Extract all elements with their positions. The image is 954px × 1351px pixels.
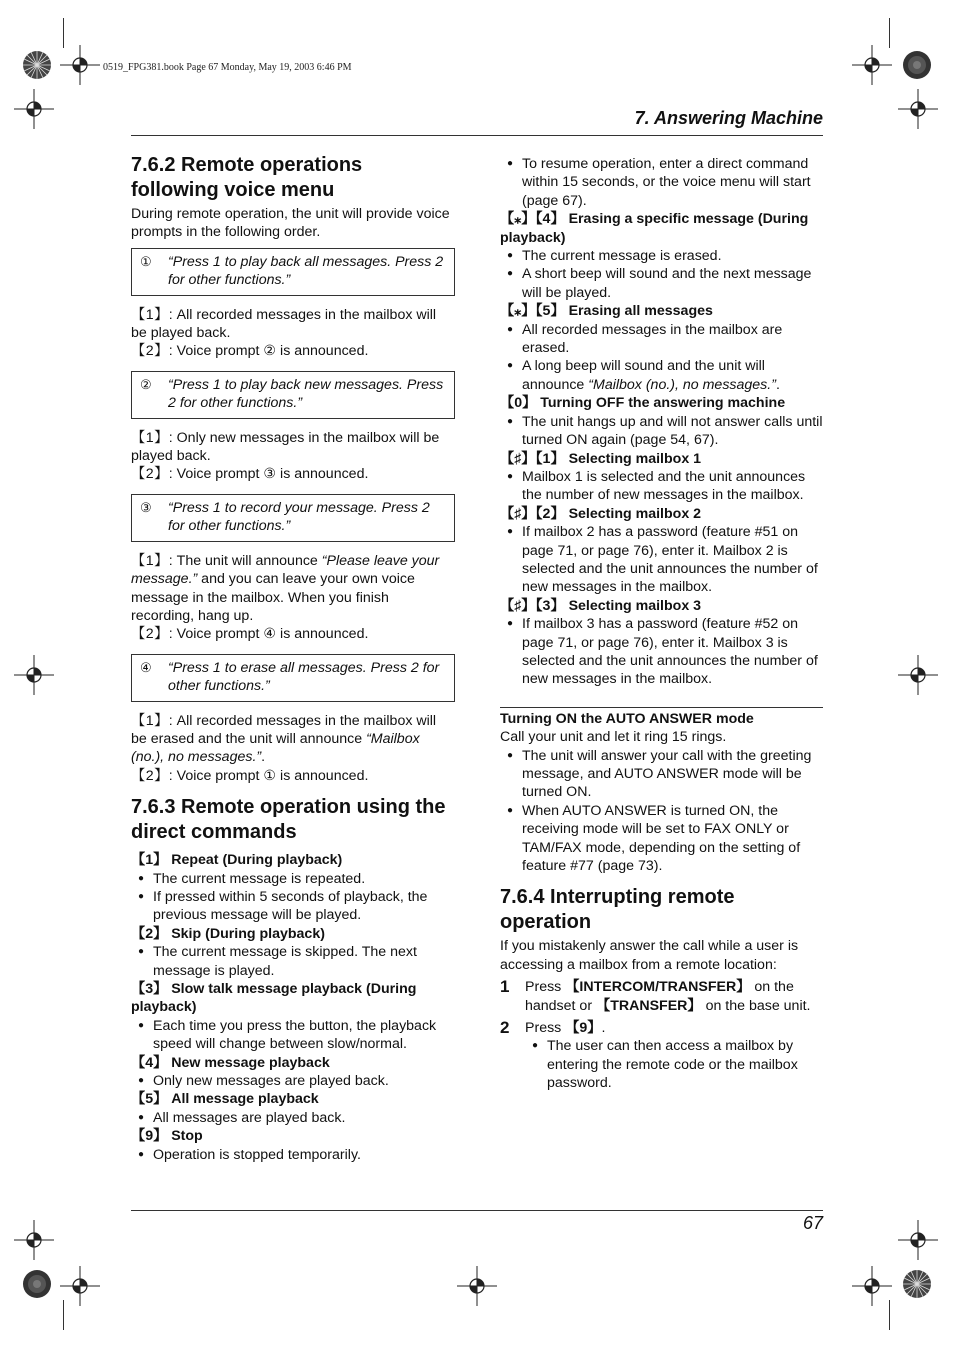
key-label: 【1】: [131, 552, 169, 569]
section-heading-764: 7.6.4 Interrupting remote operation: [500, 886, 735, 934]
bullet-icon: [131, 1146, 153, 1164]
quoted-announcement: “Mailbox (no.), no messages.”: [588, 376, 776, 393]
section-rule: [500, 707, 823, 708]
bullet-item: [500, 747, 823, 802]
key-label: 【INTERCOM/TRANSFER】: [565, 979, 751, 996]
quoted-announcement: “Please leave your message.”: [131, 552, 440, 588]
bullet-icon: [131, 870, 153, 888]
paragraph: During remote operation, the unit will provide voice prompts in the following order.: [131, 206, 450, 241]
key-text: : Only new messages in the mailbox will be played back.: [131, 429, 440, 465]
voice-prompt-box-3: [131, 494, 455, 542]
key-text: : Voice prompt ③ is announced.: [168, 466, 369, 483]
bullet-icon: [131, 943, 153, 980]
prompt-text: “Press 1 to erase all messages. Press 2 for other functions.”: [168, 659, 440, 695]
bullet-icon: [500, 802, 522, 876]
crosshair-registration-icon: [852, 1266, 892, 1306]
step-1: [500, 978, 823, 1015]
bullet-text: The user can then access a mailbox by entering the remote code or the mailbox password.: [547, 1038, 798, 1092]
bullet-item: [500, 523, 823, 597]
trim-line: [889, 18, 890, 48]
key-description: [131, 342, 455, 360]
bullet-text: When AUTO ANSWER is turned ON, the receiving mode will be set to FAX ONLY or TAM/FAX mode, depending on the setting of feature #77 (page 73).: [522, 802, 801, 875]
command-title: 【♯】【3】 Selecting mailbox 3: [500, 597, 702, 614]
key-description: [131, 465, 455, 483]
footer-rule: [131, 1210, 823, 1211]
bullet-icon: [500, 321, 522, 358]
right-column: [500, 155, 823, 1093]
key-label: 【TRANSFER】: [596, 997, 702, 1014]
prompt-number: ③: [140, 499, 152, 515]
section-heading-762: 7.6.2 Remote operations following voice menu: [131, 154, 363, 201]
bullet-icon: [500, 615, 522, 689]
bullet-text: The unit will answer your call with the greeting message, and AUTO ANSWER mode will be turned ON.: [522, 747, 812, 801]
key-label: 【1】: [131, 429, 169, 446]
bullet-icon: [500, 247, 522, 265]
command-title: 【9】 Stop: [131, 1128, 203, 1145]
key-label: 【2】: [131, 767, 169, 784]
step-text-part: Press: [525, 1020, 566, 1037]
bullet-text: Each time you press the button, the playback speed will change between slow/normal.: [153, 1017, 437, 1053]
command-title: 【♯】【1】 Selecting mailbox 1: [500, 450, 702, 467]
bullet-text: If mailbox 2 has a password (feature #51 on page 71, or page 76), enter it. Mailbox 2 is selected and the unit announces the number of new messages in the mailbox.: [522, 524, 818, 596]
key-label: 【2】: [131, 626, 169, 643]
prompt-number: ④: [140, 659, 152, 675]
trim-line: [63, 1300, 64, 1330]
bullet-icon: [131, 1017, 153, 1054]
chapter-header: 7. Answering Machine: [634, 108, 823, 128]
subsection-title: Turning ON the AUTO ANSWER mode: [500, 710, 754, 727]
step-number: 2: [500, 1018, 510, 1038]
registration-rosette-icon: [22, 50, 52, 80]
prompt-number: ②: [140, 376, 152, 392]
prompt-text: “Press 1 to play back all messages. Press 2 for other functions.”: [168, 253, 444, 289]
bullet-icon: [525, 1037, 547, 1092]
bullet-item: [500, 265, 823, 302]
bullet-text: To resume operation, enter a direct command within 15 seconds, or the voice menu will start (page 67).: [522, 156, 811, 209]
crosshair-registration-icon: [898, 89, 938, 129]
bullet-icon: [500, 468, 522, 505]
key-text: : Voice prompt ① is announced.: [168, 767, 369, 784]
command-title: 【0】 Turning OFF the answering machine: [500, 395, 786, 412]
bullet-item: [131, 1146, 455, 1164]
command-title: 【2】 Skip (During playback): [131, 925, 325, 942]
bullet-text: The unit hangs up and will not answer calls until turned ON again (page 54, 67).: [522, 413, 823, 449]
key-description: [131, 306, 455, 343]
command-title: 【⁎】【5】 Erasing all messages: [500, 303, 713, 320]
bullet-item: [500, 413, 823, 450]
bullet-text: The current message is erased.: [522, 248, 722, 265]
bullet-icon: [500, 523, 522, 597]
key-text: .: [261, 749, 266, 766]
command-title: 【3】 Slow talk message playback (During playback): [131, 981, 417, 1016]
bullet-icon: [500, 747, 522, 802]
key-description: [131, 625, 455, 643]
key-description: [131, 712, 455, 767]
command-title: 【♯】【2】 Selecting mailbox 2: [500, 505, 702, 522]
bullet-item: [500, 802, 823, 876]
prompt-number: ①: [140, 253, 152, 269]
bullet-item: [131, 870, 455, 888]
bullet-icon: [500, 413, 522, 450]
command-title: 【5】 All message playback: [131, 1091, 319, 1108]
crosshair-registration-icon: [14, 655, 54, 695]
step-text-part: .: [601, 1020, 606, 1037]
trim-line: [889, 1300, 890, 1330]
voice-prompt-box-4: [131, 654, 455, 702]
bullet-item: [500, 357, 823, 394]
bullet-item: [131, 943, 455, 980]
crosshair-registration-icon: [898, 1220, 938, 1260]
step-2: [500, 1019, 823, 1037]
bullet-item: [131, 1109, 455, 1127]
key-description: [131, 429, 455, 466]
bullet-item: [500, 1037, 823, 1092]
bullet-item: [500, 155, 823, 210]
crosshair-registration-icon: [898, 655, 938, 695]
bullet-icon: [131, 1072, 153, 1090]
prompt-text: “Press 1 to record your message. Press 2 for other functions.”: [168, 499, 430, 535]
bullet-text: Operation is stopped temporarily.: [153, 1146, 361, 1163]
bullet-text: If mailbox 3 has a password (feature #52 on page 71, or page 76), enter it. Mailbox 3 is selected and the unit announces the number of new messages in the mailbox.: [522, 616, 818, 688]
crosshair-registration-icon: [14, 1220, 54, 1260]
key-label: 【1】: [131, 712, 169, 729]
bullet-icon: [500, 357, 522, 394]
step-text-part: on the base unit.: [701, 997, 811, 1014]
section-heading-763: 7.6.3 Remote operation using the direct commands: [131, 796, 446, 844]
page-number: 67: [802, 1213, 823, 1233]
bullet-item: [500, 247, 823, 265]
key-label: 【2】: [131, 466, 169, 483]
crosshair-registration-icon: [852, 45, 892, 85]
paragraph: If you mistakenly answer the call while a user is accessing a mailbox from a remote location:: [500, 938, 799, 973]
key-label: 【2】: [131, 343, 169, 360]
command-title: 【1】 Repeat (During playback): [131, 852, 343, 869]
step-text-part: Press: [525, 979, 566, 996]
bullet-icon: [500, 265, 522, 302]
crosshair-registration-icon: [60, 45, 100, 85]
bullet-item: [131, 1072, 455, 1090]
bullet-item: [500, 615, 823, 689]
header-rule: [131, 135, 823, 136]
key-text: : Voice prompt ② is announced.: [168, 343, 369, 360]
bullet-text: The current message is repeated.: [153, 870, 366, 887]
bullet-text: A short beep will sound and the next message will be played.: [522, 266, 812, 301]
registration-rosette-icon: [902, 1269, 932, 1299]
prompt-text: “Press 1 to play back new messages. Press 2 for other functions.”: [168, 376, 444, 412]
step-text-part: on the handset or: [525, 979, 794, 1014]
bullet-text: Only new messages are played back.: [153, 1073, 389, 1090]
crosshair-registration-icon: [14, 89, 54, 129]
left-column: [131, 153, 455, 1164]
step-text: [525, 978, 823, 1015]
bullet-item: [131, 1017, 455, 1054]
key-label: 【1】: [131, 306, 169, 323]
paragraph: Call your unit and let it ring 15 rings.: [500, 729, 727, 746]
key-label: 【9】: [565, 1020, 602, 1037]
key-description: [131, 552, 455, 626]
key-description: [131, 767, 455, 785]
voice-prompt-box-1: [131, 248, 455, 296]
print-slug: 0519_FPG381.book Page 67 Monday, May 19, 2003 6:46 PM: [103, 62, 352, 73]
key-text: : All recorded messages in the mailbox will be played back.: [131, 306, 437, 342]
quoted-announcement: “Mailbox (no.), no messages.”: [131, 730, 420, 766]
command-title: 【4】 New message playback: [131, 1054, 330, 1071]
crosshair-registration-icon: [60, 1266, 100, 1306]
key-text: and you can leave your own voice message in the mailbox. When you finish recording, hang up.: [131, 571, 415, 624]
bullet-text-part: A long beep will sound and the unit will announce: [522, 358, 765, 393]
registration-rosette-icon: [22, 1269, 52, 1299]
key-text: : All recorded messages in the mailbox will be erased and the unit will announce: [131, 712, 437, 747]
trim-line: [63, 18, 64, 48]
bullet-text-part: .: [775, 376, 780, 393]
bullet-text: Mailbox 1 is selected and the unit announces the number of new messages in the mailbox.: [522, 468, 806, 504]
step-text: [525, 1019, 605, 1037]
bullet-item: [500, 321, 823, 358]
bullet-icon: [131, 888, 153, 925]
bullet-text: [522, 357, 823, 394]
registration-rosette-icon: [902, 50, 932, 80]
bullet-icon: [131, 1109, 153, 1127]
key-text: : Voice prompt ④ is announced.: [168, 626, 369, 643]
key-text: : The unit will announce: [168, 552, 322, 569]
bullet-item: [131, 888, 455, 925]
bullet-item: [500, 468, 823, 505]
command-title: 【⁎】【4】 Erasing a specific message (During playback): [500, 211, 809, 246]
bullet-text: All messages are played back.: [153, 1109, 346, 1126]
voice-prompt-box-2: [131, 371, 455, 419]
bullet-icon: [500, 155, 522, 210]
bullet-text: All recorded messages in the mailbox are erased.: [522, 321, 783, 357]
step-number: 1: [500, 977, 510, 997]
crosshair-registration-icon: [457, 1266, 497, 1306]
bullet-text: The current message is skipped. The next message is played.: [153, 944, 417, 979]
bullet-text: If pressed within 5 seconds of playback, the previous message will be played.: [153, 888, 428, 924]
